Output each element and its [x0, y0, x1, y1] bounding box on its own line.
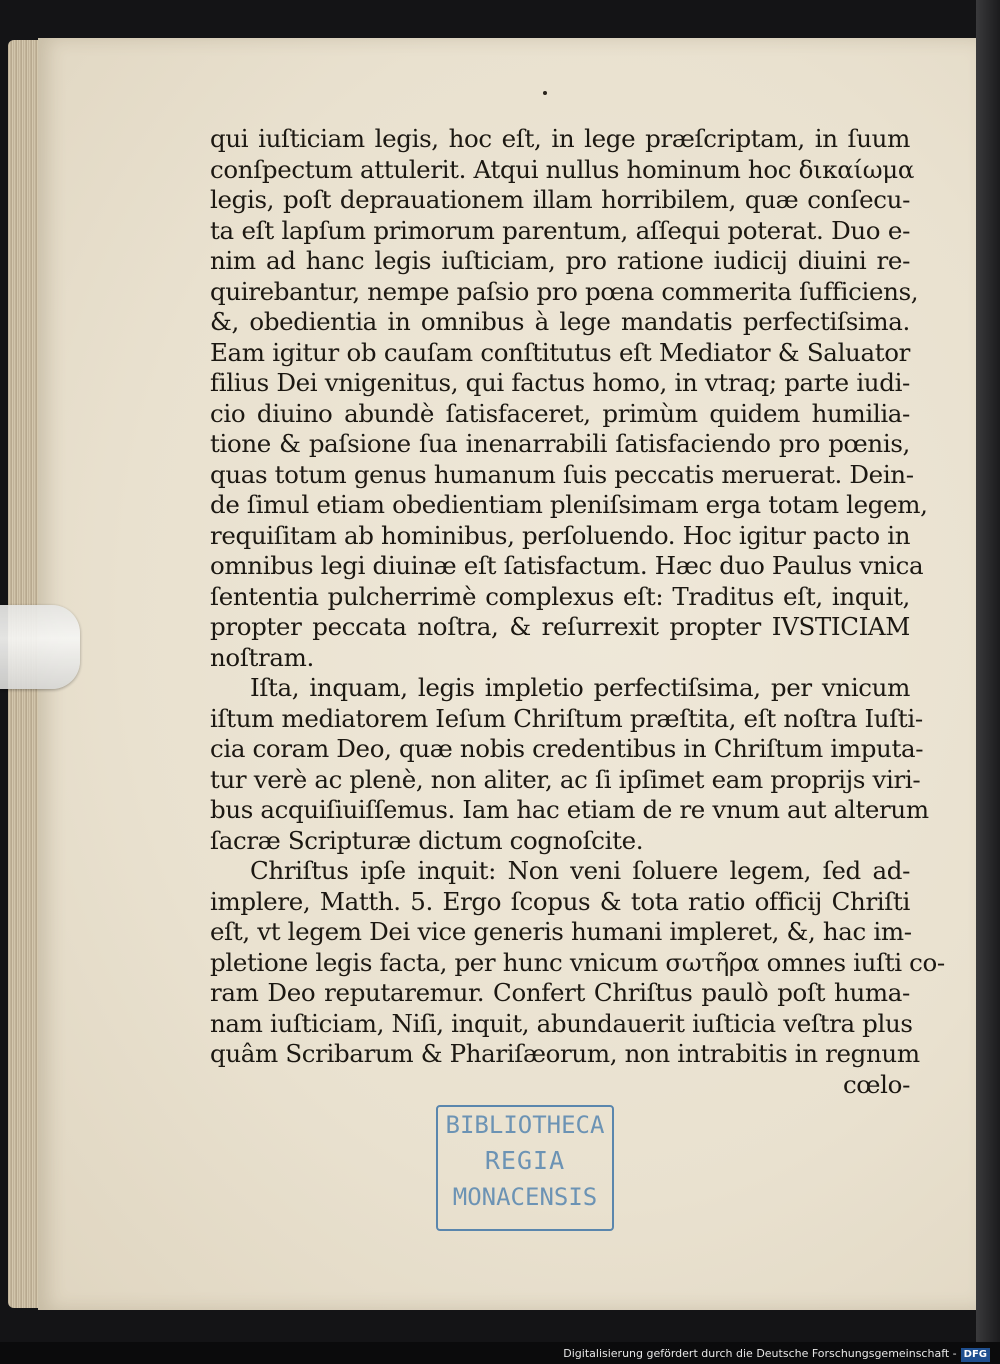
text-line: legis, poſt deprauationem illam horribilem, quæ conſecu- [210, 185, 910, 214]
library-stamp [436, 1105, 614, 1231]
text-line: omnibus legi diuinæ eſt ſatisfactum. Hæc duo Paulus vnica [210, 551, 924, 580]
text-line: conſpectum attulerit. Atqui nullus hominum hoc δικαίωμα [210, 154, 915, 184]
text-line: bus acquiſiuiſſemus. Iam hac etiam de re vnum aut alterum [210, 795, 929, 824]
text-line: ſententia pulcherrimè complexus eſt: Traditus eſt, inquit, [210, 581, 910, 611]
text-line: noſtram. [210, 642, 314, 672]
text-line: filius Dei vnigenitus, qui factus homo, in vtraq; parte iudi- [210, 368, 910, 397]
text-line: nim ad hanc legis iuſticiam, pro ratione iudicij diuini re- [210, 246, 910, 275]
text-line: qui iuſticiam legis, hoc eſt, in lege præſcriptam, in ſuum [210, 124, 910, 153]
text-line: requiſitam ab hominibus, perſoluendo. Hoc igitur pacto in [210, 520, 911, 550]
text-line: ta eſt lapſum primorum parentum, aſſequi poterat. Duo e- [210, 215, 910, 245]
page-clamp [0, 605, 80, 689]
text-line: eſt, vt legem Dei vice generis humani impleret, &, hac im- [210, 917, 912, 946]
dfg-logo: DFG [961, 1348, 990, 1362]
text-line: iſtum mediatorem Ieſum Chriſtum præſtita, eſt noſtra Iuſti- [210, 703, 923, 733]
text-line: propter peccata noſtra, & reſurrexit propter IVSTICIAM [210, 612, 910, 641]
text-line: quas totum genus humanum ſuis peccatis meruerat. Dein- [210, 459, 914, 489]
catchword: cœlo- [842, 1069, 910, 1099]
text-line: implere, Matth. 5. Ergo ſcopus & tota ratio officij Chriſti [210, 886, 910, 916]
ink-dot [543, 91, 547, 95]
text-line: ram Deo reputaremur. Confert Chriſtus paulò poſt huma- [210, 978, 910, 1007]
stamp-line: BIBLIOTHECA [445, 1111, 605, 1139]
text-line: ſacræ Scripturæ dictum cognoſcite. [210, 825, 644, 855]
text-line: tur verè ac plenè, non aliter, ac ſi ipſimet eam proprijs viri- [210, 764, 921, 794]
stamp-line: MONACENSIS [452, 1183, 598, 1211]
footer-text: Digitalisierung gefördert durch die Deutsche Forschungsgemeinschaft - [563, 1347, 957, 1360]
text-line: Chriſtus ipſe inquit: Non veni ſoluere legem, ſed ad- [250, 856, 910, 885]
text-line: de ſimul etiam obedientiam pleniſsimam erga totam legem, [210, 490, 928, 519]
text-line: nam iuſticiam, Niſi, inquit, abundauerit iuſticia veſtra plus [210, 1008, 913, 1038]
page-text [210, 124, 945, 1100]
binding-strip [976, 0, 1000, 1342]
text-line: quirebantur, nempe paſsio pro pœna commerita ſufficiens, [210, 276, 919, 306]
text-line: pletione legis facta, per hunc vnicum σωτῆρα omnes iuſti co- [210, 947, 945, 977]
text-line: &, obedientia in omnibus à lege mandatis perfectiſsima. [210, 307, 910, 336]
digitization-footer [563, 1344, 990, 1364]
text-line: tione & paſsione ſua inenarrabili ſatisfaciendo pro pœnis, [210, 429, 910, 458]
stamp-line: REGIA [484, 1146, 566, 1175]
text-line: Iſta, inquam, legis impletio perfectiſsima, per vnicum [250, 673, 910, 702]
text-line: Eam igitur ob cauſam conſtitutus eſt Mediator & Saluator [210, 337, 910, 367]
text-line: cio diuino abundè ſatisfaceret, primùm quidem humilia- [210, 398, 910, 428]
text-line: cia coram Deo, quæ nobis credentibus in Chriſtum imputa- [210, 734, 924, 763]
text-line: quâm Scribarum & Phariſæorum, non intrabitis in regnum [210, 1039, 920, 1068]
